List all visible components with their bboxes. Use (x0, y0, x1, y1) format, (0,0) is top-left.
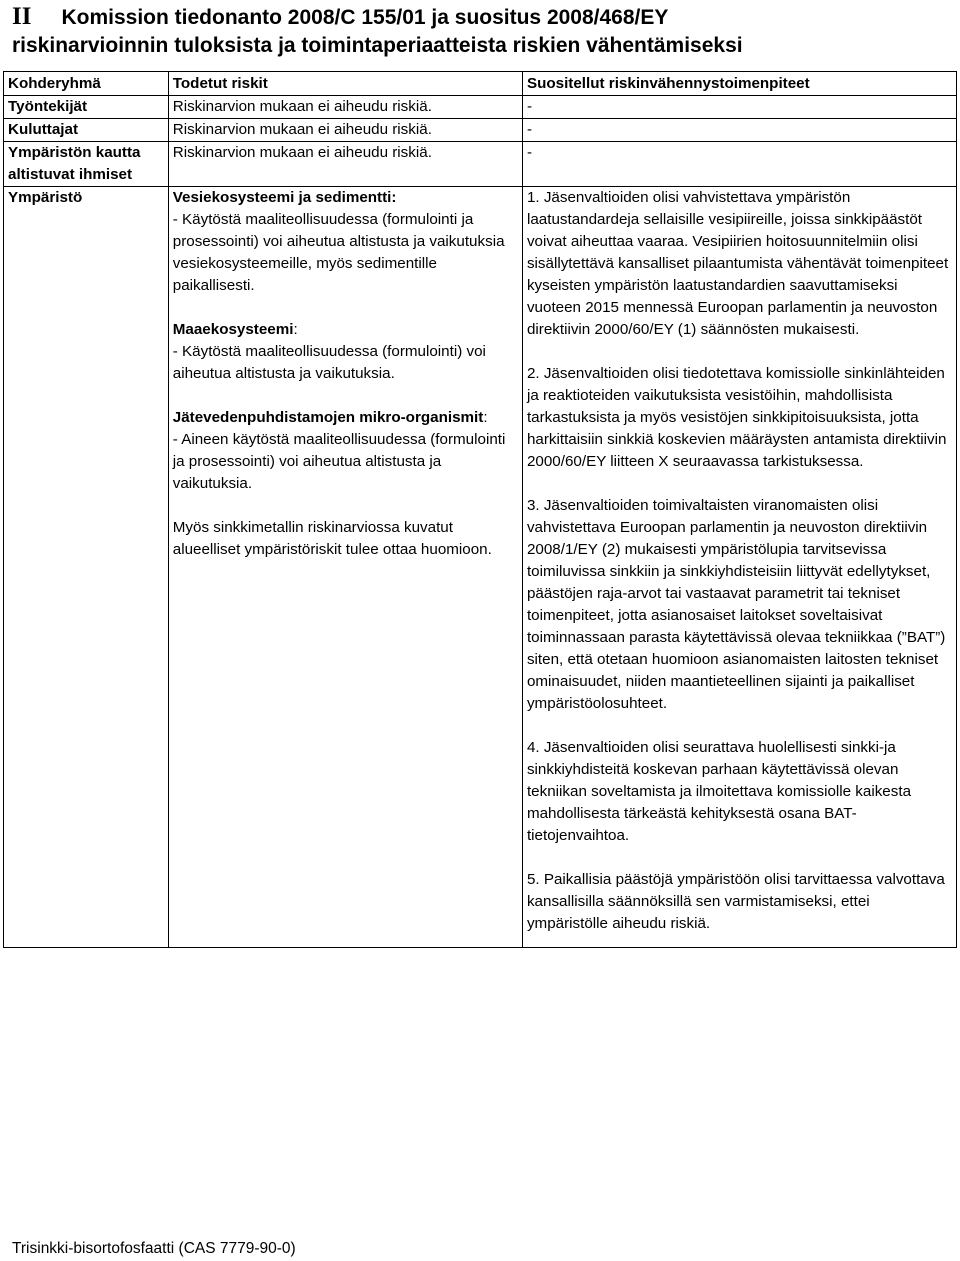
measure-item: 1. Jäsenvaltioiden olisi vahvistettava ympäristön laatustandardeja sellaisille vesipiireille, joissa sinkkipäästöt voivat aiheuttaa vaaraa. Vesipiirien hoitosuunnitelmiin olisi sisällytettävä kansalliset pilaantumista vähentävät toimenpiteet kyseisten ympäristön laatustandardien saavuttamiseksi vuoteen 2015 mennessä Euroopan parlamentin ja neuvoston direktiivin 2000/60/EY (1) säännösten mukaisesti. (526, 189, 949, 338)
risk-title: Vesiekosysteemi ja sedimentti: (172, 189, 397, 206)
risk-title-suffix: : (293, 321, 298, 338)
table-row (4, 142, 957, 187)
measure-item: 5. Paikallisia päästöjä ympäristöön olisi tarvittaessa valvottava kansallisilla säännöksillä sen varmistamiseksi, ettei ympäristölle aiheudu riskiä. (526, 871, 945, 932)
risk-block (173, 319, 518, 385)
row-group: Ympäristön kautta altistuvat ihmiset (4, 142, 169, 187)
environment-risks (168, 187, 522, 948)
environment-measures (522, 187, 956, 948)
risk-title-suffix: : (483, 409, 488, 426)
risk-title: Maaekosysteemi (172, 321, 294, 338)
row-group: Työntekijät (4, 96, 169, 119)
row-risk: Riskinarvion mukaan ei aiheudu riskiä. (168, 96, 522, 119)
heading-line-2: riskinarvioinnin tuloksista ja toimintaperiaatteista riskien vähentämiseksi (12, 34, 743, 57)
header-identified-risks: Todetut riskit (168, 72, 522, 96)
risk-table (3, 71, 957, 948)
row-risk: Riskinarvion mukaan ei aiheudu riskiä. (168, 142, 522, 187)
heading-title-1: Komission tiedonanto 2008/C 155/01 ja suositus 2008/468/EY (61, 6, 669, 29)
risk-text: - Käytöstä maaliteollisuudessa (formulointi) voi aiheutua altistusta ja vaikutuksia. (172, 343, 486, 382)
row-measures: - (522, 119, 956, 142)
header-recommended-measures: Suositellut riskinvähennystoimenpiteet (522, 72, 956, 96)
risk-title: Jätevedenpuhdistamojen mikro-organismit (172, 409, 484, 426)
heading-line-1 (12, 4, 668, 31)
row-measures: - (522, 96, 956, 119)
measure-item: 4. Jäsenvaltioiden olisi seurattava huolellisesti sinkki-ja sinkkiyhdisteitä koskevan parhaan käytettävissä olevan tekniikan soveltamista ja ilmoitettava komissiolle kaikesta mahdollisesta tärkeästä kehityksestä osana BAT-tietojenvaihtoa. (526, 739, 912, 844)
row-group: Kuluttajat (4, 119, 169, 142)
risk-note: Myös sinkkimetallin riskinarviossa kuvatut alueelliset ympäristöriskit tulee ottaa huomioon. (172, 519, 492, 558)
section-number: II (12, 3, 32, 30)
risk-text: - Käytöstä maaliteollisuudessa (formulointi ja prosessointi) voi aiheutua altistusta ja vaikutuksia vesiekosysteemeille, myös sedimentille paikallisesti. (172, 211, 505, 294)
row-measures: - (522, 142, 956, 187)
risk-text: - Aineen käytöstä maaliteollisuudessa (formulointi ja prosessointi) voi aiheutua altistusta ja vaikutuksia. (172, 431, 506, 492)
page-footer: Trisinkki-bisortofosfaatti (CAS 7779-90-0) (12, 1240, 296, 1257)
risk-block (173, 407, 518, 495)
row-group: Ympäristö (4, 187, 169, 948)
table-row (4, 96, 957, 119)
table-row (4, 119, 957, 142)
table-header-row (4, 72, 957, 96)
header-target-group: Kohderyhmä (4, 72, 169, 96)
measure-item: 2. Jäsenvaltioiden olisi tiedotettava komissiolle sinkinlähteiden ja reaktioteiden vaikutuksista vesistöihin, mahdollisista tarkastuksista ja myös vesistöjen sinkkipitoisuuksista, jotta harkittaisiin sinkkiä koskevien määräysten antamista direktiivin 2000/60/EY liitteen X seuraavassa tarkistuksessa. (526, 365, 947, 470)
table-row-environment (4, 187, 957, 948)
row-risk: Riskinarvion mukaan ei aiheudu riskiä. (168, 119, 522, 142)
risk-block (173, 187, 518, 297)
measure-item: 3. Jäsenvaltioiden toimivaltaisten viranomaisten olisi vahvistettava Euroopan parlamentin ja neuvoston direktiivin 2008/1/EY (2) mukaisesti ympäristölupia tarvitsevissa toimiluvissa sinkkiin ja sinkkiyhdisteisiin liittyvät edellytykset, päästöjen raja-arvot tai vastaavat parametrit tai tekniset toimenpiteet, jotta asianosaiset laitokset soveltaisivat toiminnassaan parasta käytettävissä olevaa tekniikkaa (”BAT”) siten, että otetaan huomioon asianomaisten laitosten tekniset ominaisuudet, niiden maantieteellinen sijainti ja paikalliset ympäristöolosuhteet. (526, 497, 946, 712)
